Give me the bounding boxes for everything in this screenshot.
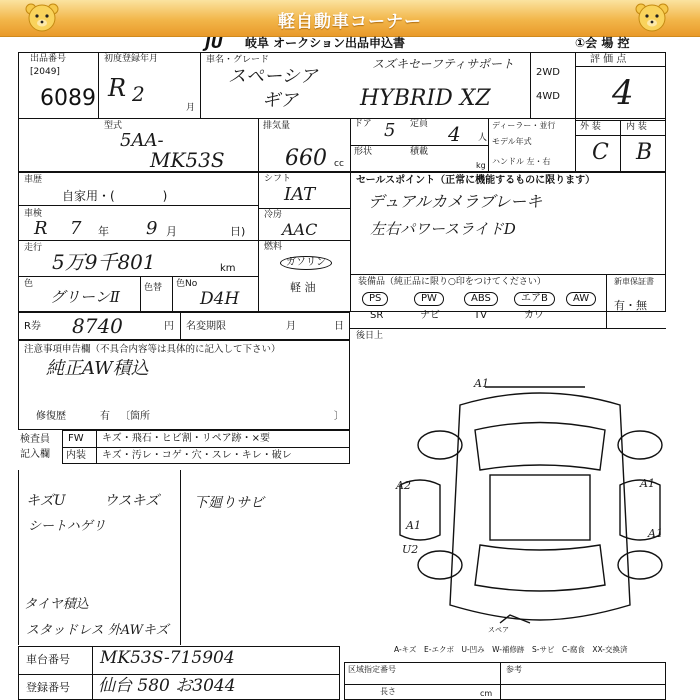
color: グリーンⅡ	[50, 288, 120, 306]
person-unit: 人	[478, 133, 488, 143]
cc-unit: cc	[334, 159, 344, 169]
km-unit: km	[220, 263, 236, 274]
recycle-row	[18, 312, 350, 340]
bear-mascot-icon	[632, 2, 672, 34]
model-prefix: 5AA-	[120, 130, 164, 151]
remark-1: キズU	[26, 493, 66, 509]
shift-label: シフト	[264, 174, 292, 184]
shift: IAT	[284, 184, 316, 205]
warranty-value: 有・無	[614, 299, 647, 312]
registration-number: 仙台 580 お3044	[98, 676, 236, 696]
first-reg-era: R	[108, 74, 127, 102]
grade: HYBRID XZ	[360, 86, 491, 111]
rating-value: 4	[612, 73, 634, 113]
model-code: MK53S	[150, 148, 225, 172]
length-label: 長さ	[380, 687, 396, 696]
name-change-day: 日	[334, 321, 344, 332]
exterior-label: 外 装	[580, 122, 601, 132]
damage-left-dent: U2	[402, 543, 419, 556]
damage-front: A1	[474, 377, 489, 390]
main-form-frame	[18, 52, 666, 172]
repair-place-label: 〔箇所	[120, 411, 150, 422]
registration-label: 登録番号	[26, 681, 70, 694]
exterior-grade: C	[592, 140, 609, 165]
fw-key: FW	[68, 433, 84, 444]
handle-label: ハンドル 左・右	[492, 157, 551, 166]
inspection-month: 9	[146, 218, 158, 239]
fuel-label: 燃料	[264, 242, 283, 252]
venue-title: 岐阜 オークション出品申込書	[245, 36, 405, 50]
name-change-label: 名変期限	[186, 321, 226, 332]
displacement-label: 排気量	[263, 121, 291, 131]
equip-airbag: エアB	[514, 292, 555, 306]
remark-3: タイヤ積込	[24, 597, 89, 612]
color-no-label: 色No	[176, 279, 198, 289]
month-label: 月	[186, 103, 196, 113]
cm-unit: cm	[480, 689, 493, 698]
equip-leather: カワ	[524, 310, 544, 321]
equipment-label: 装備品（純正品に限り○印をつけてください）	[358, 277, 546, 287]
lot-label: 出品番号	[30, 54, 67, 64]
fuel-diesel: 軽 油	[290, 281, 316, 294]
model-year-label: モデル年式	[492, 137, 532, 146]
inspector-label-1: 検査員	[20, 434, 50, 445]
equip-sr: SR	[370, 310, 384, 321]
recycle-label: R券	[24, 321, 41, 332]
chassis-number: MK53S-715904	[100, 648, 235, 668]
car-damage-diagram	[380, 375, 680, 635]
damage-right-rear: A1	[648, 527, 663, 540]
displacement: 660	[285, 146, 327, 171]
banner-title: 軽自動車コーナー	[278, 12, 422, 32]
history-value: 自家用・( )	[62, 189, 168, 203]
color-no: D4H	[200, 289, 240, 309]
damage-legend: A-キズ E-エクボ U-凹み W-補修跡 S-サビ C-腐食 XX-交換済	[394, 645, 628, 654]
drive-2wd: 2WD	[536, 67, 560, 78]
color-change-label: 色替	[144, 283, 163, 293]
yen-unit: 円	[164, 321, 174, 332]
car-name-2: ギア	[262, 90, 298, 111]
damage-left: A2	[396, 479, 411, 492]
sales-point-1: デュアルカメラブレーキ	[368, 192, 543, 211]
remark-2: シートハゲリ	[28, 519, 106, 534]
repair-label: 修復歴	[36, 411, 66, 422]
lot-number: 6089	[40, 86, 96, 111]
name-change-month: 月	[286, 321, 296, 332]
car-name-label: 車名・グレード	[206, 55, 270, 65]
mileage: 5万9千801	[52, 250, 156, 274]
shape-label: 形状	[354, 147, 373, 157]
fuel-gasoline: ガソリン	[280, 256, 332, 270]
equip-tv: TV	[474, 310, 487, 321]
equip-navi: ナビ	[420, 310, 440, 321]
damage-right: A1	[640, 477, 655, 490]
remark-col2: ウスキズ	[104, 493, 160, 509]
first-reg-year: 2	[132, 82, 145, 106]
day-unit: 日)	[230, 225, 246, 238]
month-unit: 月	[166, 225, 177, 238]
capacity-label: 定員	[410, 119, 429, 129]
fw-values: キズ・飛石・ヒビ割・リペア跡・×要	[102, 433, 270, 444]
inspection-year: 7	[70, 218, 82, 239]
first-reg-label: 初度登録年月	[104, 54, 159, 64]
equip-ps: PS	[362, 292, 388, 306]
remark-col3: 下廻りサビ	[194, 495, 264, 511]
rating-label: 評 価 点	[590, 54, 627, 65]
brand-logo: JU	[205, 34, 223, 52]
reference-label: 参考	[506, 665, 522, 674]
sales-point-2: 左右パワースライドD	[370, 220, 516, 238]
ac-label: 冷房	[264, 210, 283, 220]
damage-left-rear: A1	[406, 519, 421, 532]
load-label: 積載	[410, 147, 429, 157]
interior-grade: B	[636, 140, 653, 165]
equip-aw: AW	[566, 292, 596, 306]
spare-label: スペア	[488, 626, 509, 634]
drive-4wd: 4WD	[536, 91, 560, 102]
notes-handwritten: 純正AW積込	[46, 358, 149, 379]
sales-points-label: セールスポイント（正常に機能するものに限ります）	[356, 175, 596, 186]
notes-label: 注意事項申告欄（不具合内容等は具体的に記入して下さい）	[24, 344, 281, 355]
safety-note: スズキセーフティサポート	[372, 57, 514, 71]
doors-label: ドア	[354, 119, 372, 129]
capacity: 4	[448, 122, 461, 146]
ac: AAC	[282, 220, 318, 239]
model-label: 型式	[104, 121, 123, 131]
inspector-label-2: 記入欄	[20, 449, 50, 460]
doors: 5	[384, 120, 396, 141]
color-label: 色	[24, 279, 34, 289]
history-label: 車歴	[24, 175, 43, 185]
repair-value: 有	[100, 411, 110, 422]
recycle-value: 8740	[72, 314, 123, 338]
equip-abs: ABS	[464, 292, 498, 306]
equip-pw: PW	[414, 292, 444, 306]
remark-4: スタッドレス 外AWキズ	[26, 623, 169, 638]
inspection-label: 車検	[24, 209, 43, 219]
dealer-label: ディーラー・並行	[492, 121, 556, 130]
kg-unit: kg	[476, 161, 486, 170]
mileage-label: 走行	[24, 243, 43, 253]
warranty-label: 新車保証書	[614, 277, 654, 286]
seat-label: 後日上	[356, 331, 384, 341]
interior-key: 内装	[66, 450, 86, 461]
year-unit: 年	[98, 225, 109, 238]
interior-label: 内 装	[626, 122, 647, 132]
interior-values: キズ・汚レ・コゲ・穴・スレ・キレ・破レ	[102, 450, 292, 461]
copy-label: ①会 場 控	[575, 36, 630, 50]
lot-small-number: [2049]	[30, 67, 60, 77]
inspection-era: R	[34, 218, 48, 239]
class-label: 区域指定番号	[348, 665, 396, 674]
repair-place-close: 〕	[334, 411, 344, 422]
header-banner	[0, 0, 700, 37]
chassis-label: 車台番号	[26, 653, 70, 666]
car-name: スペーシア	[228, 66, 318, 87]
